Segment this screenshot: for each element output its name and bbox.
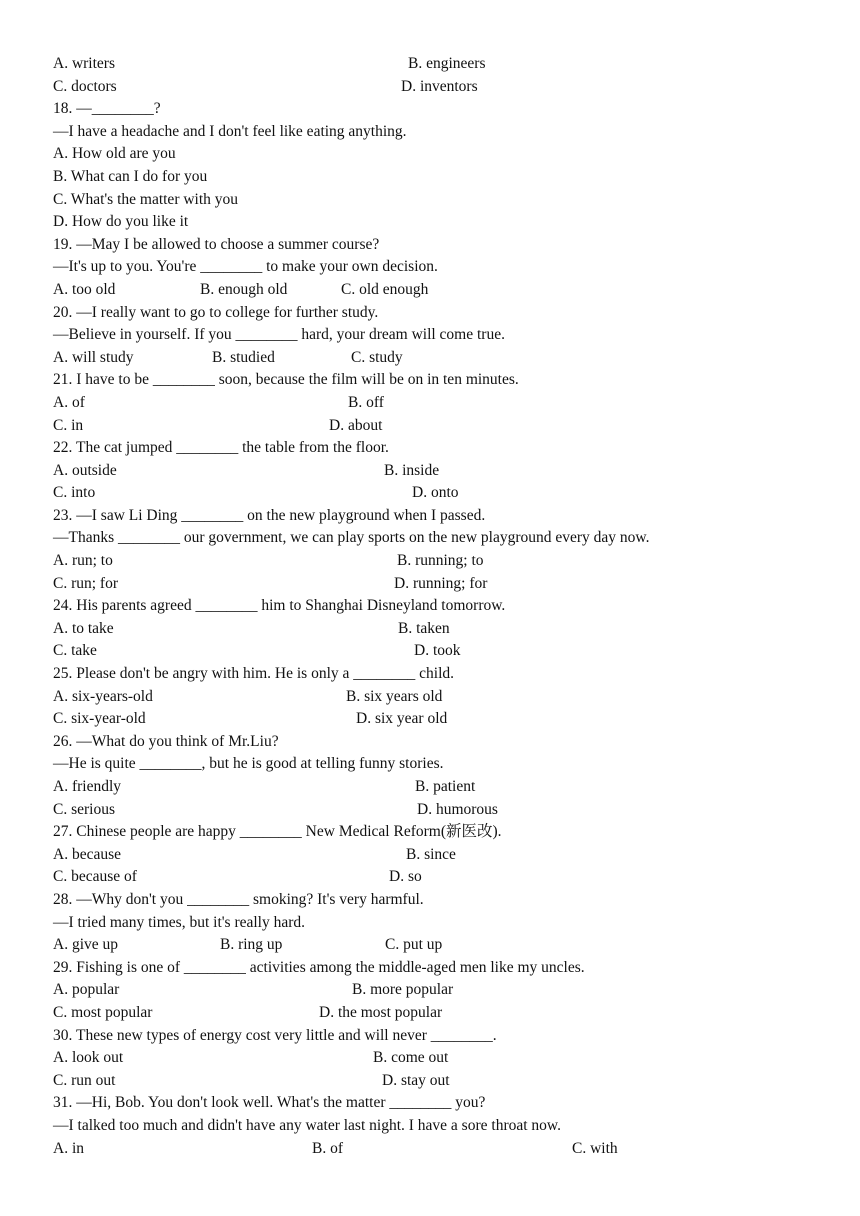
question-29: 29. Fishing is one of ________ activities among the middle-aged men like my uncles. [53,958,585,976]
question-24: 24. His parents agreed ________ him to Shanghai Disneyland tomorrow. [53,597,506,615]
option-c: C. six-year-old [53,710,146,728]
question-20: 20. —I really want to go to college for further study. [53,303,379,321]
option-d: D. about [329,416,383,434]
option-b: B. off [348,393,384,411]
option-c: C. with [572,1139,618,1157]
option-a: A. of [53,393,85,411]
options-line [53,640,833,663]
option-c: C. run; for [53,574,119,592]
question-23-dialogue: —Thanks ________ our government, we can play sports on the new playground every day now. [53,529,650,547]
question-18-dialogue: —I have a headache and I don't feel like eating anything. [53,122,407,140]
question-31: 31. —Hi, Bob. You don't look well. What's the matter ________ you? [53,1094,486,1112]
question-18-option-b: B. What can I do for you [53,167,208,185]
question-18-option-d: D. How do you like it [53,213,189,231]
option-c: C. put up [385,936,443,954]
option-c: C. into [53,484,96,502]
option-a: A. popular [53,981,120,999]
options-line [53,1047,833,1070]
options-line [53,482,833,505]
options-line [53,347,833,370]
option-b: B. running; to [397,552,484,570]
option-c: C. run out [53,1071,116,1089]
option-d: D. onto [412,484,459,502]
option-d: D. six year old [356,710,448,728]
option-c: C. doctors [53,77,117,95]
options-line [53,1070,833,1093]
option-b: B. enough old [200,280,288,298]
options-line [53,279,833,302]
question-26: 26. —What do you think of Mr.Liu? [53,732,279,750]
option-b: B. inside [384,461,440,479]
option-b: B. come out [373,1049,449,1067]
options-line [53,76,833,99]
option-b: B. studied [212,348,275,366]
option-d: D. running; for [394,574,488,592]
option-a: A. friendly [53,778,122,795]
options-line [53,979,833,1002]
option-d: D. stay out [382,1071,450,1089]
options-line [53,844,833,867]
options-line [53,686,833,709]
option-d: D. took [414,642,461,660]
question-18: 18. —________? [53,100,161,118]
question-23: 23. —I saw Li Ding ________ on the new playground when I passed. [53,506,486,524]
option-a: A. writers [53,55,115,72]
options-line [53,1002,833,1025]
options-line [53,392,833,415]
options-line [53,53,833,76]
option-b: B. ring up [220,936,283,954]
question-31-dialogue: —I talked too much and didn't have any water last night. I have a sore throat now. [53,1116,561,1134]
question-30: 30. These new types of energy cost very little and will never ________. [53,1026,497,1044]
option-c: C. take [53,642,97,660]
option-a: A. too old [53,280,116,298]
option-b: B. since [406,845,456,863]
options-line [53,573,833,596]
options-line [53,460,833,483]
options-line [53,866,833,889]
option-c: C. most popular [53,1003,153,1021]
option-d: D. humorous [417,800,498,818]
options-line [53,934,833,957]
options-line [53,799,833,822]
option-c: C. serious [53,800,115,818]
option-b: B. six years old [346,687,443,705]
option-a: A. outside [53,461,117,479]
option-c: C. in [53,416,84,434]
question-19-dialogue: —It's up to you. You're ________ to make your own decision. [53,258,438,276]
question-28-dialogue: —I tried many times, but it's really hard. [53,913,306,931]
option-a: A. in [53,1139,84,1157]
question-26-dialogue: —He is quite ________, but he is good at telling funny stories. [53,755,444,773]
option-a: A. six-years-old [53,687,153,705]
question-18-option-c: C. What's the matter with you [53,190,239,208]
options-line [53,708,833,731]
option-b: B. more popular [352,981,454,999]
option-b: B. patient [415,778,476,795]
option-a: A. because [53,845,121,863]
question-27: 27. Chinese people are happy ________ New Medical Reform(新医改). [53,823,502,841]
options-line [53,618,833,641]
question-22: 22. The cat jumped ________ the table from the floor. [53,439,389,457]
question-19: 19. —May I be allowed to choose a summer course? [53,235,380,253]
options-line [53,1138,833,1161]
option-b: B. of [312,1139,343,1157]
question-25: 25. Please don't be angry with him. He is only a ________ child. [53,665,455,683]
option-a: A. will study [53,348,134,366]
option-d: D. the most popular [319,1003,443,1021]
question-20-dialogue: —Believe in yourself. If you ________ hard, your dream will come true. [53,326,505,344]
option-d: D. so [389,868,422,886]
option-c: C. study [351,348,403,366]
question-28: 28. —Why don't you ________ smoking? It's very harmful. [53,890,424,908]
option-a: A. look out [53,1049,124,1067]
question-21: 21. I have to be ________ soon, because the film will be on in ten minutes. [53,371,519,389]
option-c: C. old enough [341,280,429,298]
option-b: B. taken [398,619,450,637]
options-line [53,776,833,799]
option-a: A. run; to [53,552,113,570]
question-18-option-a: A. How old are you [53,145,176,163]
option-a: A. to take [53,619,114,637]
option-a: A. give up [53,936,119,954]
options-line [53,550,833,573]
option-c: C. because of [53,868,137,886]
option-b: B. engineers [408,55,486,72]
option-d: D. inventors [401,77,478,95]
options-line [53,415,833,438]
exam-page [53,53,833,1160]
